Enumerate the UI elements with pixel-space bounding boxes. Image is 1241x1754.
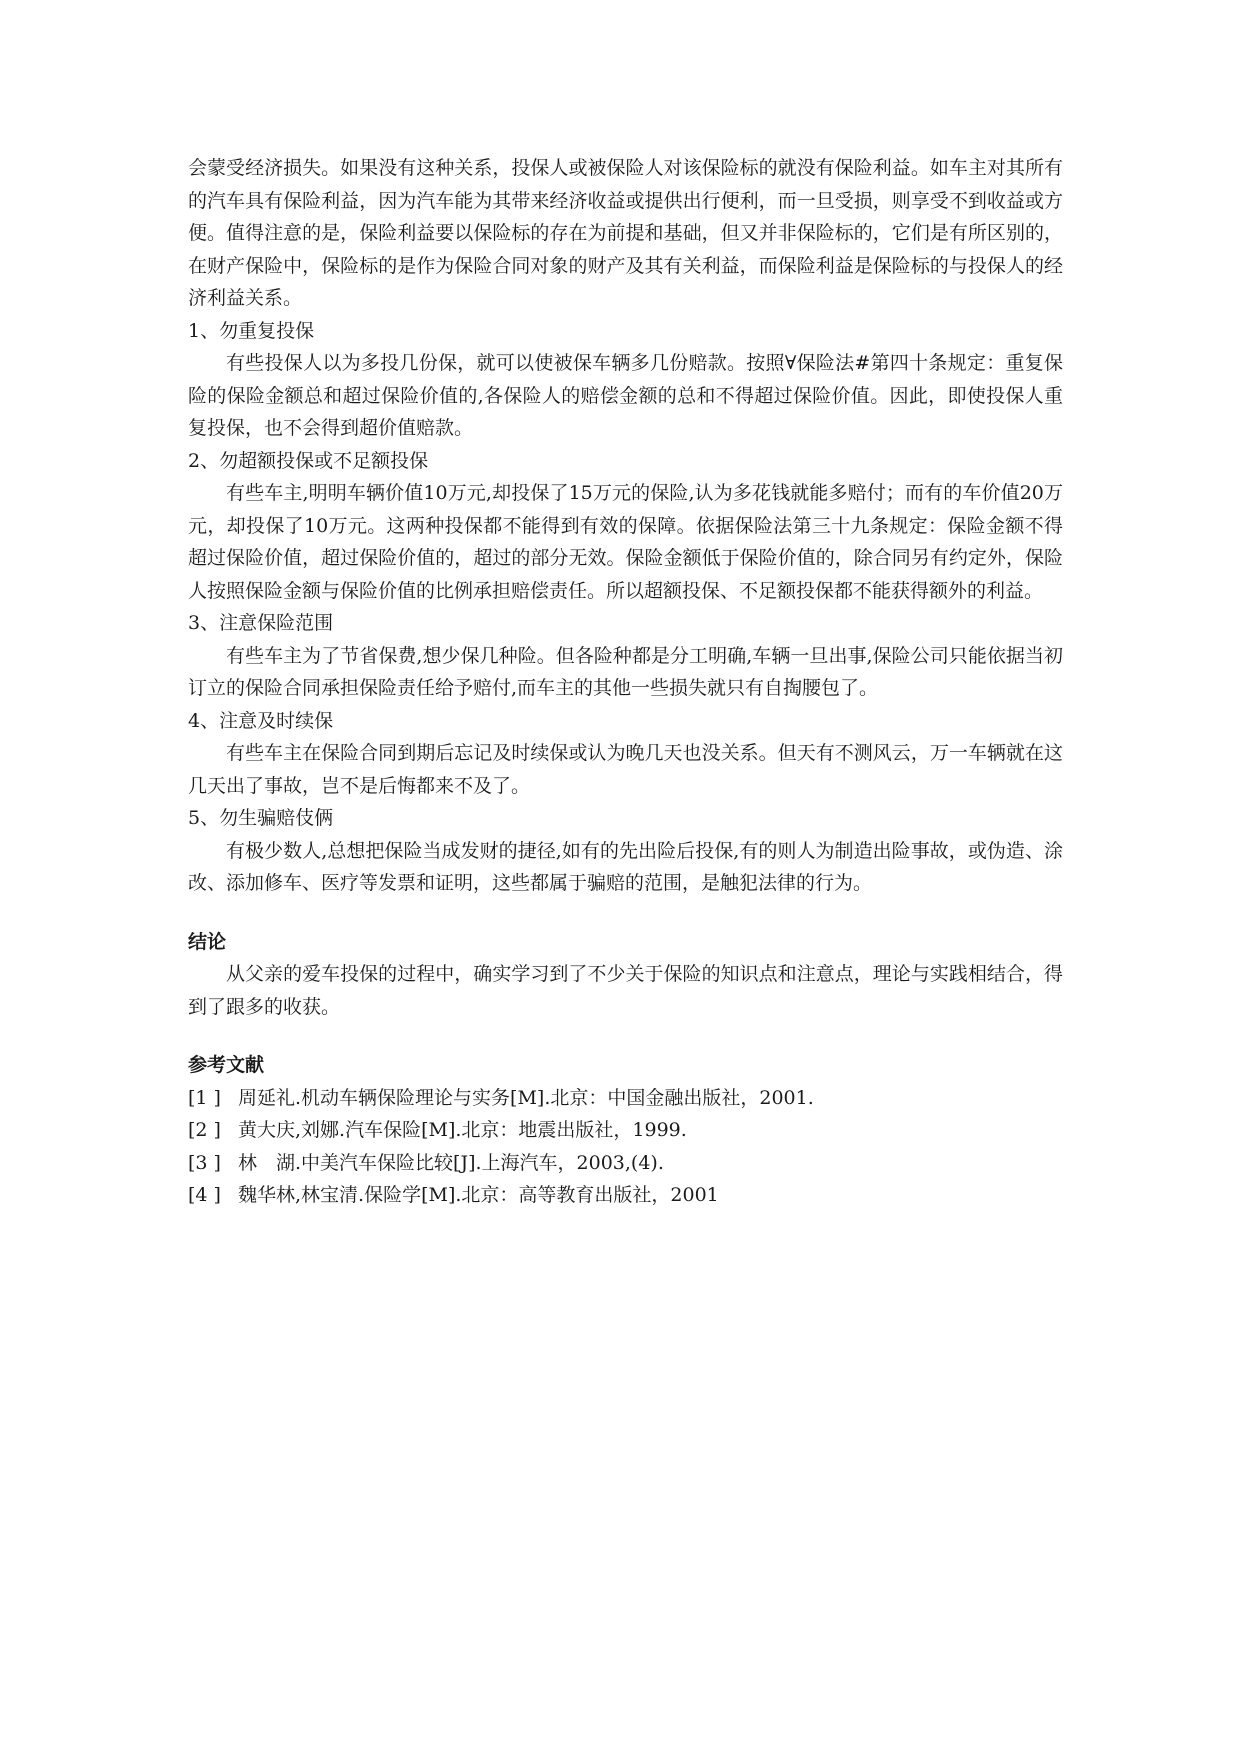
section-body: 有些车主,明明车辆价值10万元,却投保了15万元的保险,认为多花钱就能多赔付；而有的车价值20万元，却投保了10万元。这两种投保都不能得到有效的保障。依据保险法第三十九条规定：保险金额不得超过保险价值，超过保险价值的，超过的部分无效。保险金额低于保险价值的，除合同另有约定外，保险人按照保险金额与保险价值的比例承担赔偿责任。所以超额投保、不足额投保都不能获得额外的利益。 [188,482,1063,602]
section-body: 有些车主为了节省保费,想少保几种险。但各险种都是分工明确,车辆一旦出事,保险公司只能依据当初订立的保险合同承担保险责任给予赔付,而车主的其他一些损失就只有自掏腰包了。 [188,644,1063,699]
reference-number: [2 ] [188,1119,221,1141]
references-section [188,1049,1063,1212]
reference-text: 魏华林,林宝清.保险学[M].北京：高等教育出版社，2001 [238,1184,719,1206]
section-title: 1、勿重复投保 [188,319,315,342]
section-title: 5、勿生骗赔伎俩 [188,807,334,829]
reference-item [188,1147,1063,1180]
reference-text: 周延礼.机动车辆保险理论与实务[M].北京：中国金融出版社，2001. [238,1086,814,1109]
conclusion-body: 从父亲的爱车投保的过程中，确实学习到了不少关于保险的知识点和注意点，理论与实践相结合，得到了跟多的收获。 [188,963,1063,1018]
reference-number: [1 ] [188,1086,221,1109]
section-title: 4、注意及时续保 [188,709,334,732]
section-1 [188,315,1063,445]
reference-text: 林 湖.中美汽车保险比较[J].上海汽车，2003,(4). [238,1151,664,1174]
intro-paragraph: 会蒙受经济损失。如果没有这种关系，投保人或被保险人对该保险标的就没有保险利益。如车主对其所有的汽车具有保险利益，因为汽车能为其带来经济收益或提供出行便利，而一旦受损，则享受不到收益或方便。值得注意的是，保险利益要以保险标的存在为前提和基础，但又并非保险标的，它们是有所区别的，在财产保险中，保险标的是作为保险合同对象的财产及其有关利益，而保险利益是保险标的与投保人的经济利益关系。 [188,157,1063,309]
reference-item [188,1082,1063,1115]
section-4 [188,705,1063,803]
reference-text: 黄大庆,刘娜.汽车保险[M].北京：地震出版社，1999. [238,1119,687,1141]
reference-number: [4 ] [188,1184,221,1206]
conclusion-heading: 结论 [188,930,227,953]
section-body: 有极少数人,总想把保险当成发财的捷径,如有的先出险后投保,有的则人为制造出险事故，或伪造、涂改、添加修车、医疗等发票和证明，这些都属于骗赔的范围，是触犯法律的行为。 [188,839,1063,894]
reference-number: [3 ] [188,1151,221,1174]
references-heading: 参考文献 [188,1054,265,1076]
section-title: 3、注意保险范围 [188,612,334,634]
reference-item [188,1114,1063,1147]
section-3 [188,607,1063,705]
section-title: 2、勿超额投保或不足额投保 [188,449,429,472]
section-2 [188,445,1063,608]
reference-item [188,1179,1063,1212]
section-5 [188,802,1063,900]
section-body: 有些投保人以为多投几份保，就可以使被保车辆多几份赔款。按照∀保险法#第四十条规定：重复保险的保险金额总和超过保险价值的,各保险人的赔偿金额的总和不得超过保险价值。因此，即使投保人重复投保，也不会得到超价值赔款。 [188,352,1063,439]
section-body: 有些车主在保险合同到期后忘记及时续保或认为晚几天也没关系。但天有不测风云，万一车辆就在这几天出了事故，岂不是后悔都来不及了。 [188,742,1063,797]
document-page [188,152,1063,1212]
conclusion-section [188,926,1063,1024]
